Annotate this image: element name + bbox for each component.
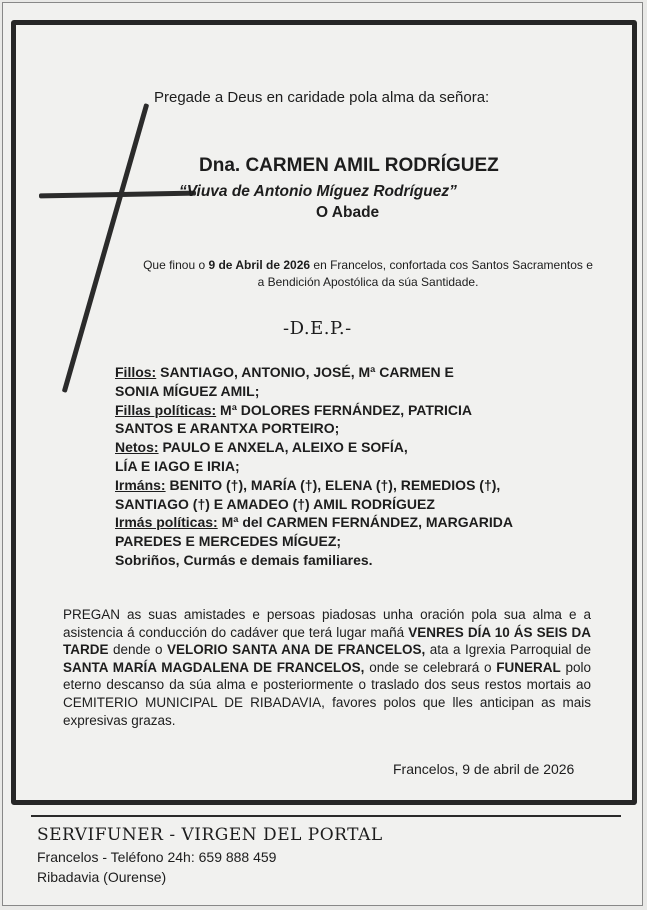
announcement-text: ata a Igrexia Parroquial de — [425, 642, 591, 658]
family-names: Mª del CARMEN FERNÁNDEZ, MARGARIDA — [217, 514, 513, 531]
announcement-highlight: VENRES DÍA 10 ÁS SEIS DA TARDE — [63, 624, 591, 658]
family-names: BENITO (†), MARÍA (†), ELENA (†), REMEDIOS (†), — [165, 476, 501, 493]
family-row — [115, 419, 605, 438]
announcement-highlight: FUNERAL — [496, 659, 561, 675]
family-row — [115, 382, 605, 401]
footer-divider — [31, 815, 621, 817]
place-name: O Abade — [316, 204, 380, 221]
family-row — [115, 457, 605, 476]
announcement-text: onde se celebrará o — [364, 659, 497, 675]
intro-text: Pregade a Deus en caridade pola alma da señora: — [154, 89, 490, 106]
family-relation-label: Fillos: — [115, 364, 157, 380]
dep-heading: -D.E.P.- — [283, 318, 352, 339]
family-list — [115, 363, 605, 570]
family-names: Mª DOLORES FERNÁNDEZ, PATRICIA — [216, 401, 473, 418]
widow-of-text: “Viuva de Antonio Míguez Rodríguez” — [179, 183, 457, 200]
family-row — [115, 551, 605, 570]
obituary-paper — [2, 2, 643, 906]
funeral-home-phone: Francelos - Teléfono 24h: 659 888 459 — [37, 849, 277, 865]
family-row — [115, 495, 605, 514]
funeral-home-name: SERVIFUNER - VIRGEN DEL PORTAL — [37, 825, 383, 845]
death-date: 9 de Abril de 2026 — [208, 258, 311, 272]
family-row — [115, 513, 605, 532]
family-names: SANTIAGO, ANTONIO, JOSÉ, Mª CARMEN E — [156, 364, 454, 380]
announcement-text: dende o — [108, 642, 167, 658]
family-names: SANTOS E ARANTXA PORTEIRO; — [115, 420, 340, 437]
family-names: PAULO E ANXELA, ALEIXO E SOFÍA, — [158, 439, 408, 456]
family-row — [115, 438, 605, 457]
family-row — [115, 476, 605, 495]
announcement-highlight: VELORIO SANTA ANA DE FRANCELOS, — [166, 642, 426, 658]
family-names: SANTIAGO (†) E AMADEO (†) AMIL RODRÍGUEZ — [115, 495, 435, 512]
family-relation-label: Netos: — [115, 439, 159, 456]
signoff-date: Francelos, 9 de abril de 2026 — [393, 761, 575, 777]
death-post: en Francelos, confortada cos Santos Sacramentos e a Bendición Apostólica da súa Santidade. — [257, 258, 593, 289]
funeral-home-city: Ribadavia (Ourense) — [37, 869, 167, 885]
family-row — [115, 401, 605, 420]
death-pre: Que finou o — [143, 258, 209, 272]
family-row — [115, 532, 605, 551]
death-statement — [143, 257, 593, 291]
family-row — [115, 363, 605, 382]
deceased-name: Dna. CARMEN AMIL RODRÍGUEZ — [199, 155, 499, 176]
announcement-text: polo eterno descanso da súa alma e posteriormente o traslado dos seus restos mortais ao CEMITERIO MUNICIPAL DE RIBADAVIA, favores polos que lles anticipan as mais expresivas grazas. — [63, 659, 591, 728]
announcement-highlight: SANTA MARÍA MAGDALENA DE FRANCELOS, — [63, 659, 365, 675]
family-names: PAREDES E MERCEDES MÍGUEZ; — [115, 533, 342, 550]
family-relation-label: Fillas políticas: — [115, 401, 217, 418]
funeral-announcement — [63, 606, 591, 729]
family-relation-label: Irmás políticas: — [115, 514, 218, 531]
announcement-text: PREGAN as suas amistades e persoas piadosas unha oración pola sua alma e a asistencia á conducción do cadáver que terá lugar mañá — [63, 607, 591, 640]
family-names: SONIA MÍGUEZ AMIL; — [115, 382, 260, 399]
family-relation-label: Irmáns: — [115, 476, 166, 493]
family-names: Sobriños, Curmás e demais familiares. — [115, 551, 373, 568]
family-names: LÍA E IAGO E IRIA; — [115, 457, 240, 474]
